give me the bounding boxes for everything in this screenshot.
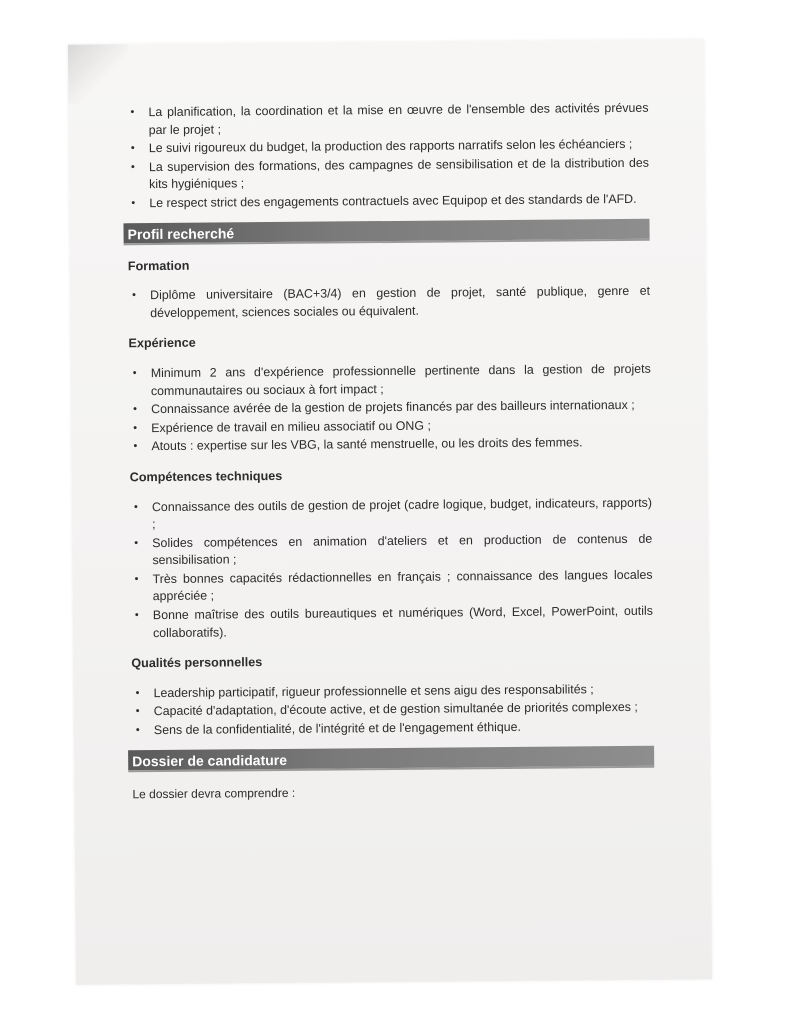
dossier-intro-text: Le dossier devra comprendre : [132,785,296,801]
list-item: • Sens de la confidentialité, de l'intégrité et de l'engagement éthique. [132,718,654,740]
list-item: • Bonne maîtrise des outils bureautiques et numériques (Word, Excel, PowerPoint, outils collaboratifs). [131,603,653,643]
list-item: • La planification, la coordination et la mise en œuvre de l'ensemble des activités prévues par le projet ; [126,100,648,140]
formation-list [128,283,650,323]
list-item: • Atouts : expertise sur les VBG, la santé menstruelle, ou les droits des femmes. [129,434,651,456]
list-item: • Leadership participatif, rigueur professionnelle et sens aigu des responsabilités ; [132,681,654,703]
list-item: • Connaissance des outils de gestion de projet (cadre logique, budget, indicateurs, rapports) ; [130,494,652,534]
list-item: • Solides compétences en animation d'ateliers et en production de contenus de sensibilisation ; [130,530,652,570]
responsibilities-list [126,100,649,213]
qualites-list [132,681,654,740]
list-item: • Expérience de travail en milieu associatif ou ONG ; [129,415,651,437]
paper-page [68,39,712,985]
page-fold-shadow [68,44,129,105]
list-item: • Le respect strict des engagements contractuels avec Equipop et des standards de l'AFD. [127,191,649,213]
list-item: • Capacité d'adaptation, d'écoute active, et de gestion simultanée de priorités complexes ; [132,699,654,721]
subheading-qualites: Qualités personnelles [131,655,263,671]
list-item: • Minimum 2 ans d'expérience professionnelle pertinente dans la gestion de projets communautaires ou sociaux à fort impact ; [129,361,651,401]
page-content [126,100,654,804]
list-item: • Très bonnes capacités rédactionnelles en français ; connaissance des langues locales appréciée ; [131,567,653,607]
experience-list [129,361,652,457]
list-item: • La supervision des formations, des campagnes de sensibilisation et de la distribution des kits hygiéniques ; [127,155,649,195]
subheading-competences: Compétences techniques [129,468,283,485]
subheading-experience: Expérience [128,336,196,351]
section-header-profil: Profil recherché [123,218,649,245]
list-item: • Connaissance avérée de la gestion de projets financés par des bailleurs internationaux ; [129,397,651,419]
list-item: • Le suivi rigoureux du budget, la production des rapports narratifs selon les échéanciers ; [127,136,649,158]
list-item: • Diplôme universitaire (BAC+3/4) en gestion de projet, santé publique, genre et développement, sciences sociales ou équivalent. [128,283,650,323]
competences-list [130,494,653,642]
section-header-dossier: Dossier de candidature [128,745,654,772]
subheading-formation: Formation [127,258,190,273]
